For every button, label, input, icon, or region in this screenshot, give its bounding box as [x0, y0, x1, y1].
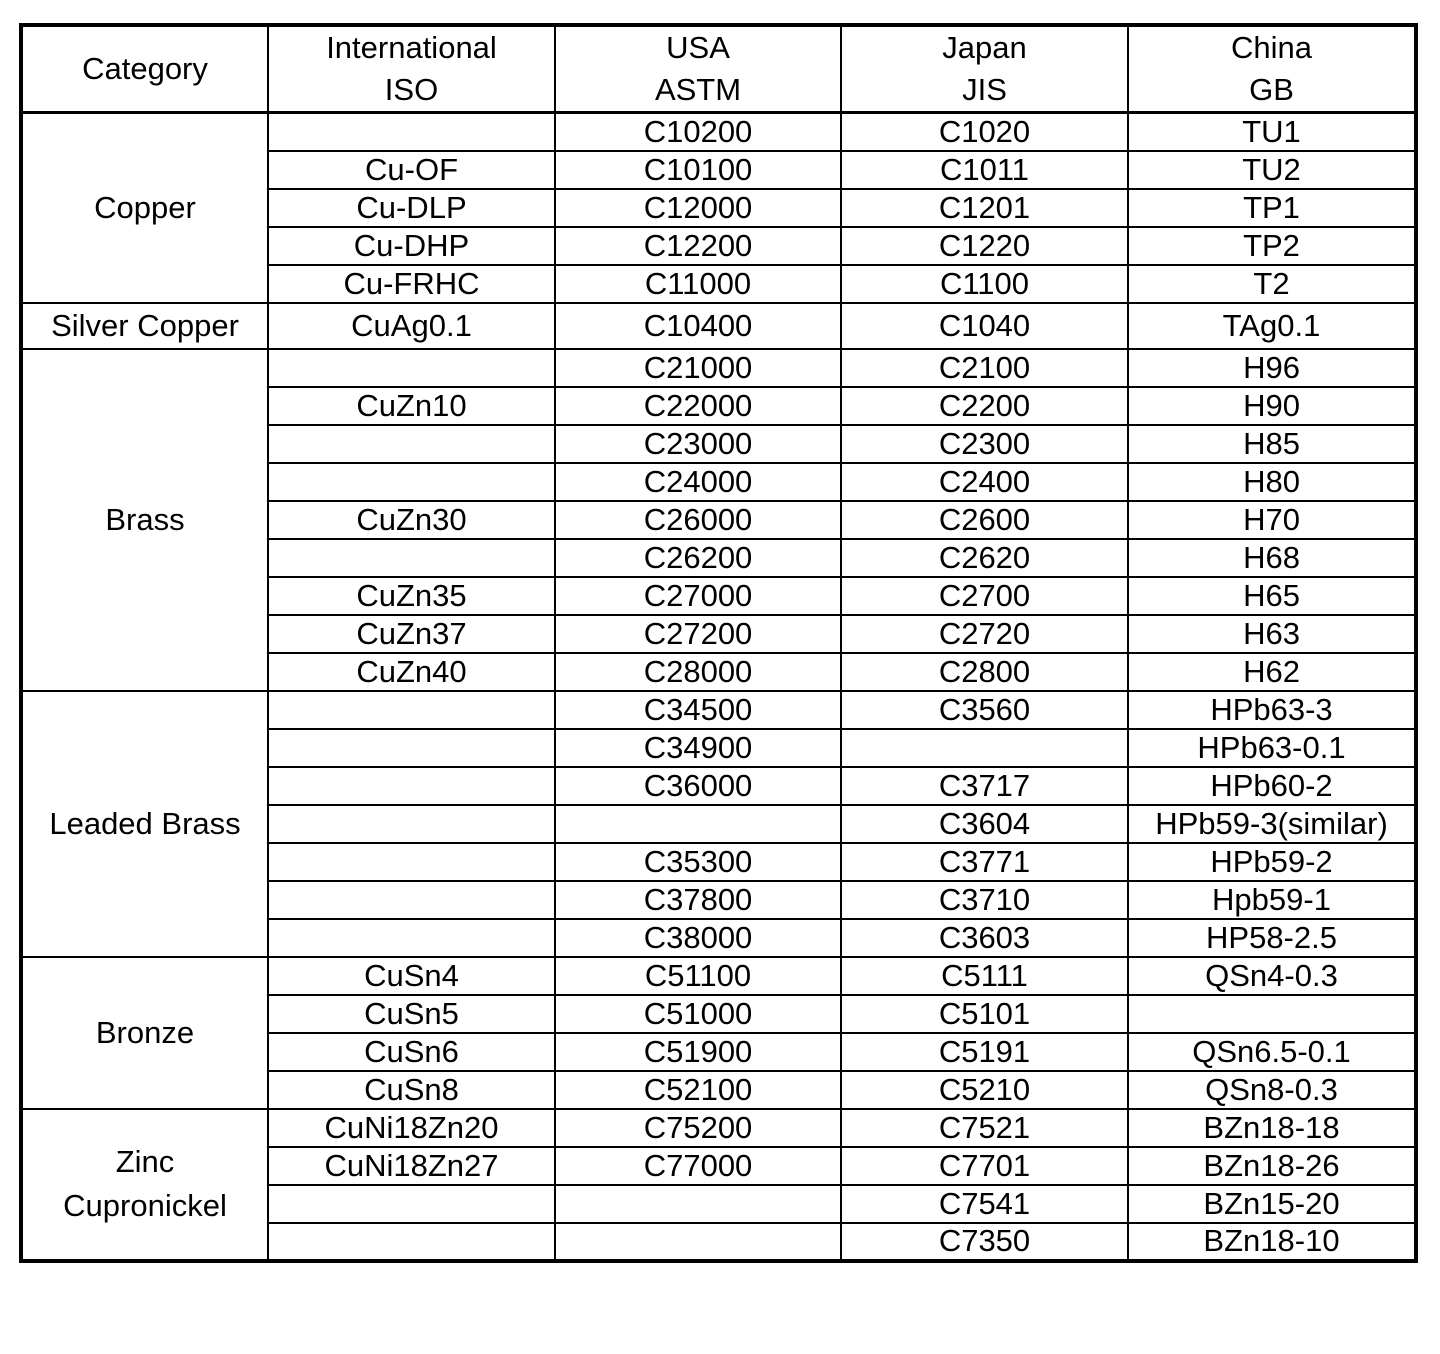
- iso-cell: [268, 349, 555, 387]
- jis-cell: C3710: [841, 881, 1128, 919]
- iso-cell: [268, 767, 555, 805]
- jis-cell: C2800: [841, 653, 1128, 691]
- gb-cell: TU2: [1128, 151, 1416, 189]
- gb-cell: H90: [1128, 387, 1416, 425]
- header-astm: USA ASTM: [555, 25, 841, 113]
- iso-cell: CuSn4: [268, 957, 555, 995]
- jis-cell: [841, 729, 1128, 767]
- gb-cell: TP1: [1128, 189, 1416, 227]
- astm-cell: C10100: [555, 151, 841, 189]
- astm-cell: C28000: [555, 653, 841, 691]
- category-label: Cupronickel: [63, 1188, 227, 1223]
- astm-cell: [555, 1223, 841, 1261]
- table-row: [21, 957, 1416, 995]
- jis-cell: C3560: [841, 691, 1128, 729]
- iso-cell: Cu-DLP: [268, 189, 555, 227]
- category-label: Leaded Brass: [49, 805, 241, 841]
- astm-cell: C11000: [555, 265, 841, 303]
- copper-grade-comparison-table: [19, 23, 1418, 1263]
- iso-cell: [268, 843, 555, 881]
- iso-cell: [268, 919, 555, 957]
- astm-cell: C10400: [555, 303, 841, 349]
- iso-cell: [268, 805, 555, 843]
- astm-cell: C21000: [555, 349, 841, 387]
- category-label: Bronze: [95, 1014, 195, 1050]
- gb-cell: QSn4-0.3: [1128, 957, 1416, 995]
- jis-cell: C7701: [841, 1147, 1128, 1185]
- gb-cell: H68: [1128, 539, 1416, 577]
- iso-cell: [268, 539, 555, 577]
- iso-cell: [268, 691, 555, 729]
- astm-cell: C10200: [555, 113, 841, 151]
- astm-cell: C27200: [555, 615, 841, 653]
- gb-cell: H62: [1128, 653, 1416, 691]
- iso-cell: Cu-FRHC: [268, 265, 555, 303]
- astm-cell: C51100: [555, 957, 841, 995]
- iso-cell: [268, 1223, 555, 1261]
- header-iso: International ISO: [268, 25, 555, 113]
- jis-cell: C2100: [841, 349, 1128, 387]
- iso-cell: CuSn5: [268, 995, 555, 1033]
- iso-cell: Cu-OF: [268, 151, 555, 189]
- astm-cell: C12200: [555, 227, 841, 265]
- iso-cell: CuZn10: [268, 387, 555, 425]
- gb-cell: HPb63-0.1: [1128, 729, 1416, 767]
- category-cell: [21, 113, 268, 303]
- iso-cell: CuZn35: [268, 577, 555, 615]
- category-cell: [21, 349, 268, 691]
- jis-cell: C5191: [841, 1033, 1128, 1071]
- astm-cell: [555, 805, 841, 843]
- astm-cell: C52100: [555, 1071, 841, 1109]
- gb-cell: QSn8-0.3: [1128, 1071, 1416, 1109]
- header-category: Category: [21, 25, 268, 113]
- iso-cell: [268, 463, 555, 501]
- gb-cell: HPb60-2: [1128, 767, 1416, 805]
- jis-cell: C1100: [841, 265, 1128, 303]
- iso-cell: CuNi18Zn27: [268, 1147, 555, 1185]
- gb-cell: HPb63-3: [1128, 691, 1416, 729]
- jis-cell: C2620: [841, 539, 1128, 577]
- astm-cell: C77000: [555, 1147, 841, 1185]
- gb-cell: H70: [1128, 501, 1416, 539]
- astm-cell: C51900: [555, 1033, 841, 1071]
- jis-cell: C2400: [841, 463, 1128, 501]
- table-row: [21, 1109, 1416, 1147]
- gb-cell: TU1: [1128, 113, 1416, 151]
- astm-cell: C22000: [555, 387, 841, 425]
- astm-cell: C37800: [555, 881, 841, 919]
- gb-cell: HP58-2.5: [1128, 919, 1416, 957]
- astm-cell: C38000: [555, 919, 841, 957]
- jis-cell: C3717: [841, 767, 1128, 805]
- gb-cell: QSn6.5-0.1: [1128, 1033, 1416, 1071]
- astm-cell: C34900: [555, 729, 841, 767]
- iso-cell: [268, 881, 555, 919]
- category-label: Brass: [105, 501, 185, 537]
- jis-cell: C1020: [841, 113, 1128, 151]
- gb-cell: TP2: [1128, 227, 1416, 265]
- jis-cell: C2200: [841, 387, 1128, 425]
- jis-cell: C7521: [841, 1109, 1128, 1147]
- category-label: Copper: [94, 189, 196, 225]
- jis-cell: C1040: [841, 303, 1128, 349]
- gb-cell: HPb59-3(similar): [1128, 805, 1416, 843]
- gb-cell: BZn18-26: [1128, 1147, 1416, 1185]
- header-jis: Japan JIS: [841, 25, 1128, 113]
- astm-cell: C75200: [555, 1109, 841, 1147]
- gb-cell: H80: [1128, 463, 1416, 501]
- iso-cell: CuAg0.1: [268, 303, 555, 349]
- jis-cell: C7350: [841, 1223, 1128, 1261]
- iso-cell: Cu-DHP: [268, 227, 555, 265]
- gb-cell: H96: [1128, 349, 1416, 387]
- gb-cell: BZn18-18: [1128, 1109, 1416, 1147]
- jis-cell: C7541: [841, 1185, 1128, 1223]
- category-cell: [21, 691, 268, 957]
- table-row: [21, 113, 1416, 151]
- iso-cell: CuNi18Zn20: [268, 1109, 555, 1147]
- gb-cell: [1128, 995, 1416, 1033]
- iso-cell: [268, 425, 555, 463]
- astm-cell: C26000: [555, 501, 841, 539]
- category-cell: [21, 957, 268, 1109]
- category-cell: [21, 1109, 268, 1261]
- table-row: [21, 691, 1416, 729]
- category-label: Silver Copper: [51, 307, 239, 343]
- iso-cell: CuZn30: [268, 501, 555, 539]
- iso-cell: [268, 729, 555, 767]
- gb-cell: H63: [1128, 615, 1416, 653]
- iso-cell: CuZn40: [268, 653, 555, 691]
- iso-cell: [268, 1185, 555, 1223]
- jis-cell: C2600: [841, 501, 1128, 539]
- jis-cell: C1201: [841, 189, 1128, 227]
- astm-cell: C34500: [555, 691, 841, 729]
- gb-cell: H65: [1128, 577, 1416, 615]
- gb-cell: TAg0.1: [1128, 303, 1416, 349]
- gb-cell: H85: [1128, 425, 1416, 463]
- table-row: [21, 349, 1416, 387]
- jis-cell: C3771: [841, 843, 1128, 881]
- astm-cell: C12000: [555, 189, 841, 227]
- category-label: Zinc: [115, 1144, 175, 1179]
- iso-cell: CuZn37: [268, 615, 555, 653]
- category-cell: [21, 303, 268, 349]
- gb-cell: Hpb59-1: [1128, 881, 1416, 919]
- jis-cell: C1220: [841, 227, 1128, 265]
- astm-cell: C35300: [555, 843, 841, 881]
- gb-cell: BZn18-10: [1128, 1223, 1416, 1261]
- table-header: [21, 25, 1416, 113]
- astm-cell: C24000: [555, 463, 841, 501]
- astm-cell: C36000: [555, 767, 841, 805]
- gb-cell: T2: [1128, 265, 1416, 303]
- astm-cell: C23000: [555, 425, 841, 463]
- jis-cell: C3603: [841, 919, 1128, 957]
- iso-cell: CuSn8: [268, 1071, 555, 1109]
- jis-cell: C1011: [841, 151, 1128, 189]
- header-row: [21, 25, 1416, 113]
- jis-cell: C3604: [841, 805, 1128, 843]
- jis-cell: C5111: [841, 957, 1128, 995]
- gb-cell: BZn15-20: [1128, 1185, 1416, 1223]
- jis-cell: C5101: [841, 995, 1128, 1033]
- jis-cell: C2300: [841, 425, 1128, 463]
- jis-cell: C5210: [841, 1071, 1128, 1109]
- astm-cell: C26200: [555, 539, 841, 577]
- jis-cell: C2700: [841, 577, 1128, 615]
- gb-cell: HPb59-2: [1128, 843, 1416, 881]
- astm-cell: [555, 1185, 841, 1223]
- astm-cell: C51000: [555, 995, 841, 1033]
- astm-cell: C27000: [555, 577, 841, 615]
- table-row: [21, 303, 1416, 349]
- jis-cell: C2720: [841, 615, 1128, 653]
- table-body: [21, 113, 1416, 1261]
- iso-cell: CuSn6: [268, 1033, 555, 1071]
- iso-cell: [268, 113, 555, 151]
- header-gb: China GB: [1128, 25, 1416, 113]
